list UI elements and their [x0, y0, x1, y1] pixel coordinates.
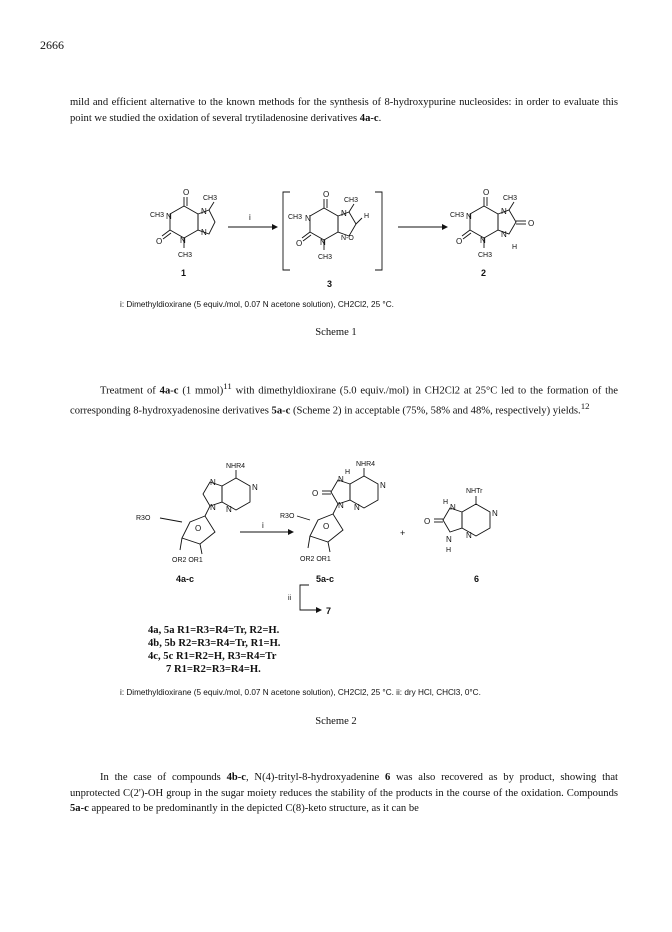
atom-label: N	[354, 503, 360, 512]
atom-label: O	[195, 524, 202, 533]
compound-ref: 5a-c	[271, 405, 291, 417]
atom-label: O	[296, 239, 303, 248]
atom-label: N	[201, 228, 207, 237]
compound-number-2: 2	[481, 268, 487, 278]
atom-label: O	[528, 219, 535, 228]
atom-label: N	[305, 214, 311, 223]
atom-label: OR2 OR1	[172, 557, 203, 564]
atom-label: CH3	[318, 254, 333, 261]
legend-row: 4b, 5b R2=R3=R4=Tr, R1=H.	[148, 638, 281, 649]
compound-ref: 4b-c	[226, 772, 246, 783]
atom-label: N	[252, 483, 258, 492]
paragraph-intro-text: mild and efficient alternative to the known methods for the synthesis of 8-hydroxypurine nucleosides: in order to evaluate this point we studied the oxidation of several trytiladenosine derivatives	[70, 97, 618, 124]
atom-label: N	[501, 230, 507, 239]
text-span: with dimethyldioxirane (5.0 equiv./mol) in CH2Cl2 at 25°C led to the formation of the corresponding 8-hydroxyadenosine derivatives	[70, 385, 619, 417]
paragraph-treatment	[70, 379, 618, 419]
compound-number-3: 3	[327, 279, 333, 289]
text-span: appeared to be predominantly in the depicted C(8)-keto structure, as it can be	[88, 803, 419, 814]
scheme-1-caption: i: Dimethyldioxirane (5 equiv./mol, 0.07 N acetone solution), CH2Cl2, 25 °C.	[120, 300, 394, 309]
atom-label: CH3	[178, 252, 193, 259]
atom-label: N	[226, 505, 232, 514]
atom-label: O	[156, 237, 163, 246]
atom-label: N	[341, 209, 347, 218]
scheme-1-structures	[0, 170, 672, 295]
atom-label: N	[210, 503, 216, 512]
text-span: In the case of compounds	[100, 772, 227, 783]
atom-label: N	[201, 207, 207, 216]
atom-label: O	[456, 237, 463, 246]
atom-label: NHTr	[466, 488, 483, 495]
text-span: (Scheme 2) in acceptable (75%, 58% and 48%, respectively) yields.	[290, 405, 581, 417]
scheme-1-label: Scheme 1	[315, 327, 357, 338]
atom-label: CH3	[503, 195, 518, 202]
atom-label: O	[323, 522, 330, 531]
atom-label: N	[320, 238, 326, 247]
atom-label: CH3	[203, 195, 218, 202]
text-span: Treatment of	[100, 385, 160, 397]
paragraph-intro-tail: .	[378, 112, 382, 124]
atom-label: H	[364, 213, 370, 220]
compound-label-5: 5a-c	[316, 574, 335, 584]
atom-label: OR2 OR1	[300, 556, 331, 563]
legend-row: 7 R1=R2=R3=R4=H.	[166, 664, 261, 675]
atom-label: N	[446, 535, 452, 544]
atom-label: N	[501, 207, 507, 216]
atom-label: H	[512, 244, 518, 251]
compound-ref: 6	[384, 772, 391, 783]
compound-number-1: 1	[181, 268, 187, 278]
atom-label: N	[180, 236, 186, 245]
atom-label: NHR4	[226, 463, 246, 470]
plus-sign: +	[400, 528, 406, 538]
compound-label-7: 7	[326, 606, 332, 616]
paragraph-byproduct	[70, 770, 618, 817]
atom-label: N	[450, 503, 456, 512]
atom-label: O	[323, 190, 330, 199]
scheme-2-label: Scheme 2	[315, 716, 357, 727]
text-span: was also recovered as by product, showing that unprotected C(2')-OH group in the sugar moiety reduces the stability of the products in the course of the oxidation. Compounds	[70, 772, 618, 799]
atom-label: O	[183, 188, 190, 197]
atom-label: N	[166, 212, 172, 221]
atom-label: O	[424, 517, 431, 526]
atom-label: N	[466, 212, 472, 221]
arrow-label-ii: ii	[288, 595, 292, 602]
legend-row: 4c, 5c R1=R2=H, R3=R4=Tr	[148, 651, 277, 662]
compound-ref: 5a-c	[70, 803, 89, 814]
atom-label: O	[483, 188, 490, 197]
atom-label: R3O	[136, 515, 151, 522]
atom-label: N	[338, 475, 344, 484]
substituent-legend	[148, 624, 280, 676]
atom-label: H	[443, 499, 449, 506]
atom-label: CH3	[344, 197, 359, 204]
atom-label: N	[380, 481, 386, 490]
legend-row: 4a, 5a R1=R3=R4=Tr, R2=H.	[148, 625, 280, 636]
atom-label: N	[210, 478, 216, 487]
arrow-label-i: i	[249, 213, 251, 222]
atom-label: CH3	[288, 214, 303, 221]
text-span: (1 mmol)	[178, 385, 224, 397]
atom-label: CH3	[150, 212, 165, 219]
atom-label: R3O	[280, 513, 295, 520]
atom-label: H	[345, 469, 351, 476]
page-number: 2666	[40, 38, 64, 52]
compound-label-4: 4a-c	[176, 574, 195, 584]
reference: 11	[223, 381, 232, 391]
atom-label: N-O	[341, 235, 354, 242]
atom-label: O	[312, 489, 319, 498]
compound-label-6: 6	[474, 574, 480, 584]
scheme-2-caption: i: Dimethyldioxirane (5 equiv./mol, 0.07 N acetone solution), CH2Cl2, 25 °C. ii: dry HCl, CHCl3, 0°C.	[120, 688, 481, 697]
atom-label: N	[492, 509, 498, 518]
compound-ref: 4a-c	[359, 112, 379, 124]
atom-label: N	[480, 236, 486, 245]
arrow-label-i: i	[262, 521, 264, 530]
atom-label: N	[466, 531, 472, 540]
atom-label: CH3	[478, 252, 493, 259]
compound-ref: 4a-c	[159, 385, 179, 397]
atom-label: H	[446, 547, 452, 554]
reference: 12	[580, 401, 590, 412]
text-span: , N(4)-trityl-8-hydroxyadenine	[246, 772, 385, 783]
atom-label: N	[338, 501, 344, 510]
atom-label: CH3	[450, 212, 465, 219]
scheme-2-structures	[0, 460, 672, 620]
paragraph-intro	[70, 95, 618, 126]
atom-label: NHR4	[356, 461, 376, 468]
